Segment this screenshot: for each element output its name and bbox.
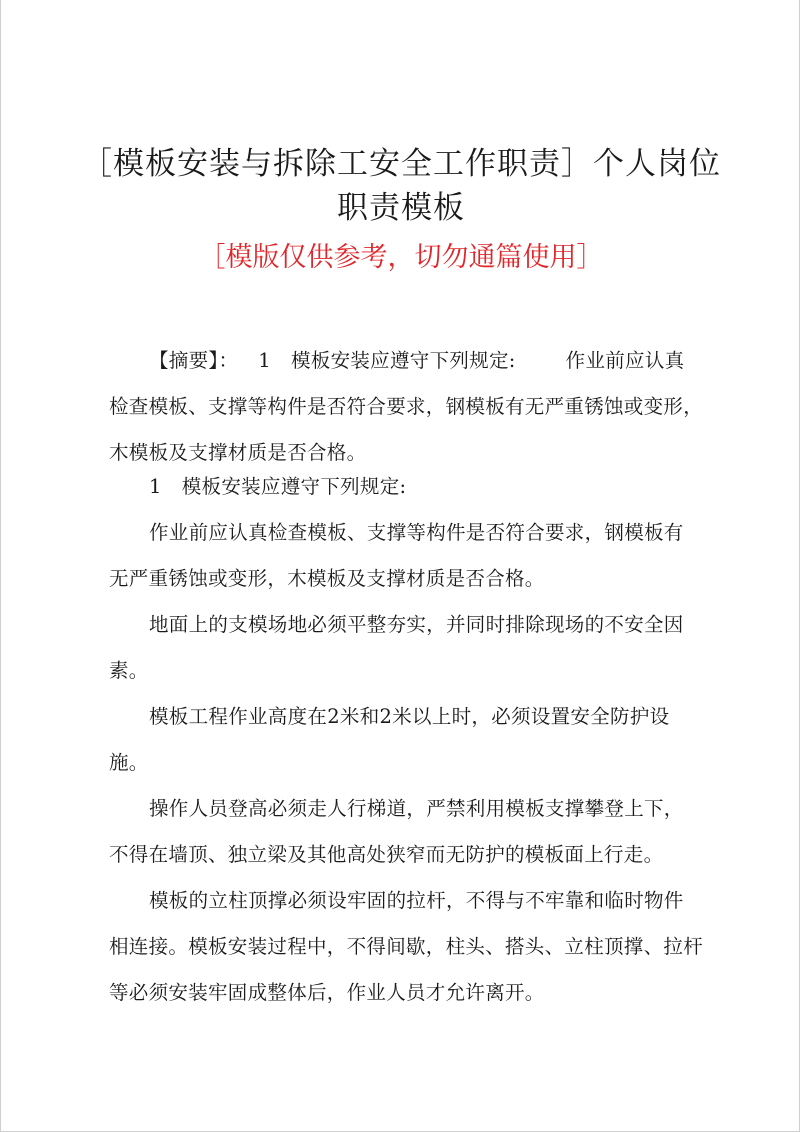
abstract-heading: 模板安装应遵守下列规定: bbox=[290, 349, 516, 372]
section-heading bbox=[109, 464, 703, 510]
paragraph-2: 地面上的支模场地必须平整夯实，并同时排除现场的不安全因素。 bbox=[109, 613, 684, 682]
abstract-paragraph bbox=[109, 338, 703, 476]
document-title bbox=[61, 142, 741, 230]
paragraph-3: 模板工程作业高度在2米和2米以上时，必须设置安全防护设施。 bbox=[109, 705, 670, 774]
paragraph-4: 操作人员登高必须走人行梯道，严禁利用模板支撑攀登上下，不得在墙顶、独立梁及其他高处狭窄而无防护的模板面上行走。 bbox=[109, 797, 684, 866]
title-line-2: 职责模板 bbox=[337, 190, 465, 226]
abstract-number: 1 bbox=[258, 349, 271, 372]
abstract-text: 作业前应认真检查模板、支撑等构件是否符合要求，钢模板有无严重锈蚀或变形，木模板及支撑材质是否合格。 bbox=[109, 349, 704, 464]
paragraph-1: 作业前应认真检查模板、支撑等构件是否符合要求，钢模板有无严重锈蚀或变形，木模板及支撑材质是否合格。 bbox=[109, 521, 684, 590]
abstract-label: 【摘要】： bbox=[149, 349, 239, 372]
section-number: 1 bbox=[149, 475, 162, 498]
template-notice: ［模版仅供参考，切勿通篇使用］ bbox=[198, 242, 604, 273]
title-line-1: ［模板安装与拆除工安全工作职责］个人岗位 bbox=[81, 146, 721, 182]
paragraph-5: 模板的立柱顶撑必须设牢固的拉杆，不得与不牢靠和临时物件相连接。模板安装过程中，不得间歇，柱头、搭头、立柱顶撑、拉杆等必须安装牢固成整体后，作业人员才允许离开。 bbox=[109, 889, 704, 1004]
section-heading-text: 模板安装应遵守下列规定: bbox=[181, 475, 407, 498]
